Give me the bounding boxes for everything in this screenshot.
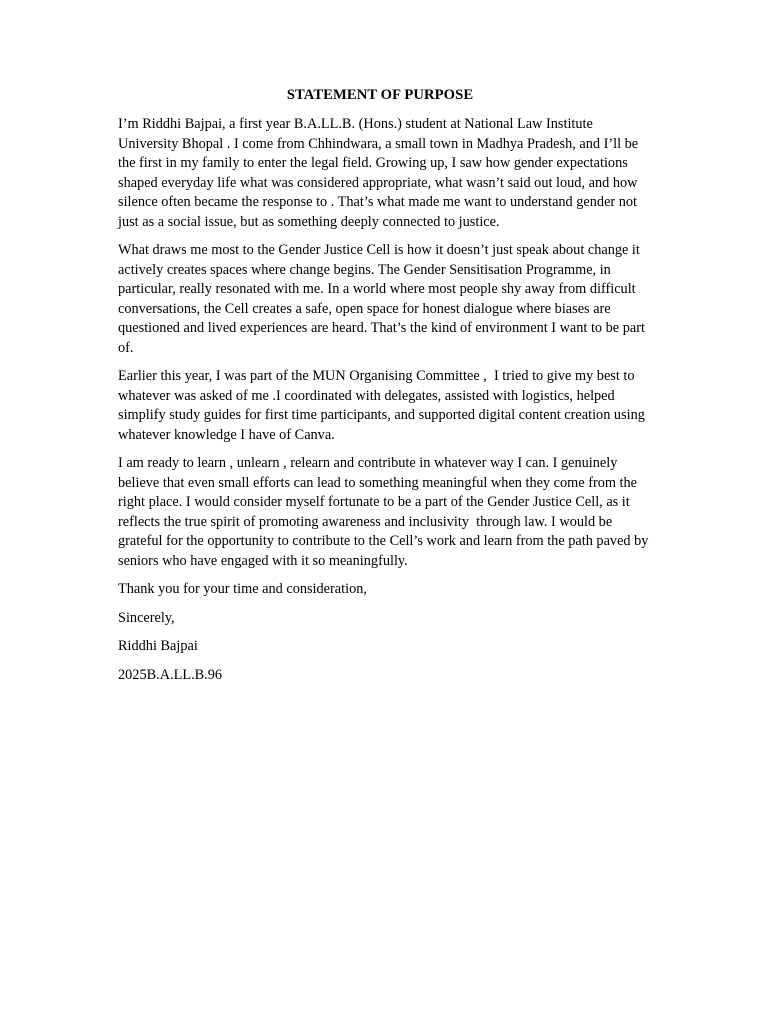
paragraph-introduction: I’m Riddhi Bajpai, a first year B.A.LL.B. (Hons.) student at National Law Institute University Bhopal . I come from Chhindwara, a small town in Madhya Pradesh, and I’ll be the first in my family to enter the legal field. Growing up, I saw how gender expectations shaped everyday life what was considered appropriate, what wasn’t said out loud, and how silence often became the response to . That’s what made me want to understand gender not just as a social issue, but as something deeply connected to justice. xyxy=(118,116,642,230)
document-body xyxy=(118,115,653,694)
closing-thanks: Thank you for your time and consideration, xyxy=(118,581,367,597)
closing-salutation: Sincerely, xyxy=(118,609,175,626)
signature-name: Riddhi Bajpai xyxy=(118,638,198,654)
document-title: STATEMENT OF PURPOSE xyxy=(286,87,474,103)
paragraph-experience: Earlier this year, I was part of the MUN Organising Committee , I tried to give my best to whatever was asked of me .I coordinated with delegates, assisted with logistics, helped simplify study guides for first time participants, and supported digital content creation using whatever knowledge I have of Canva. xyxy=(118,368,649,443)
paragraph-motivation: What draws me most to the Gender Justice Cell is how it doesn’t just speak about change it actively creates spaces where change begins. The Gender Sensitisation Programme, in particular, really resonated with me. In a world where most people shy away from difficult conversations, the Cell creates a safe, open space for honest dialogue where biases are questioned and lived experiences are heard. That’s the kind of environment I want to be part of. xyxy=(118,242,649,356)
student-id: 2025B.A.LL.B.96 xyxy=(118,666,223,683)
paragraph-commitment: I am ready to learn , unlearn , relearn and contribute in whatever way I can. I genuinely believe that even small efforts can lead to something meaningful when they come from the right place. I would consider myself fortunate to be a part of the Gender Justice Cell, as it reflects the true spirit of promoting awareness and inclusivity through law. I would be grateful for the opportunity to contribute to the Cell’s work and learn from the path paved by seniors who have engaged with it so meaningfully. xyxy=(118,455,653,569)
